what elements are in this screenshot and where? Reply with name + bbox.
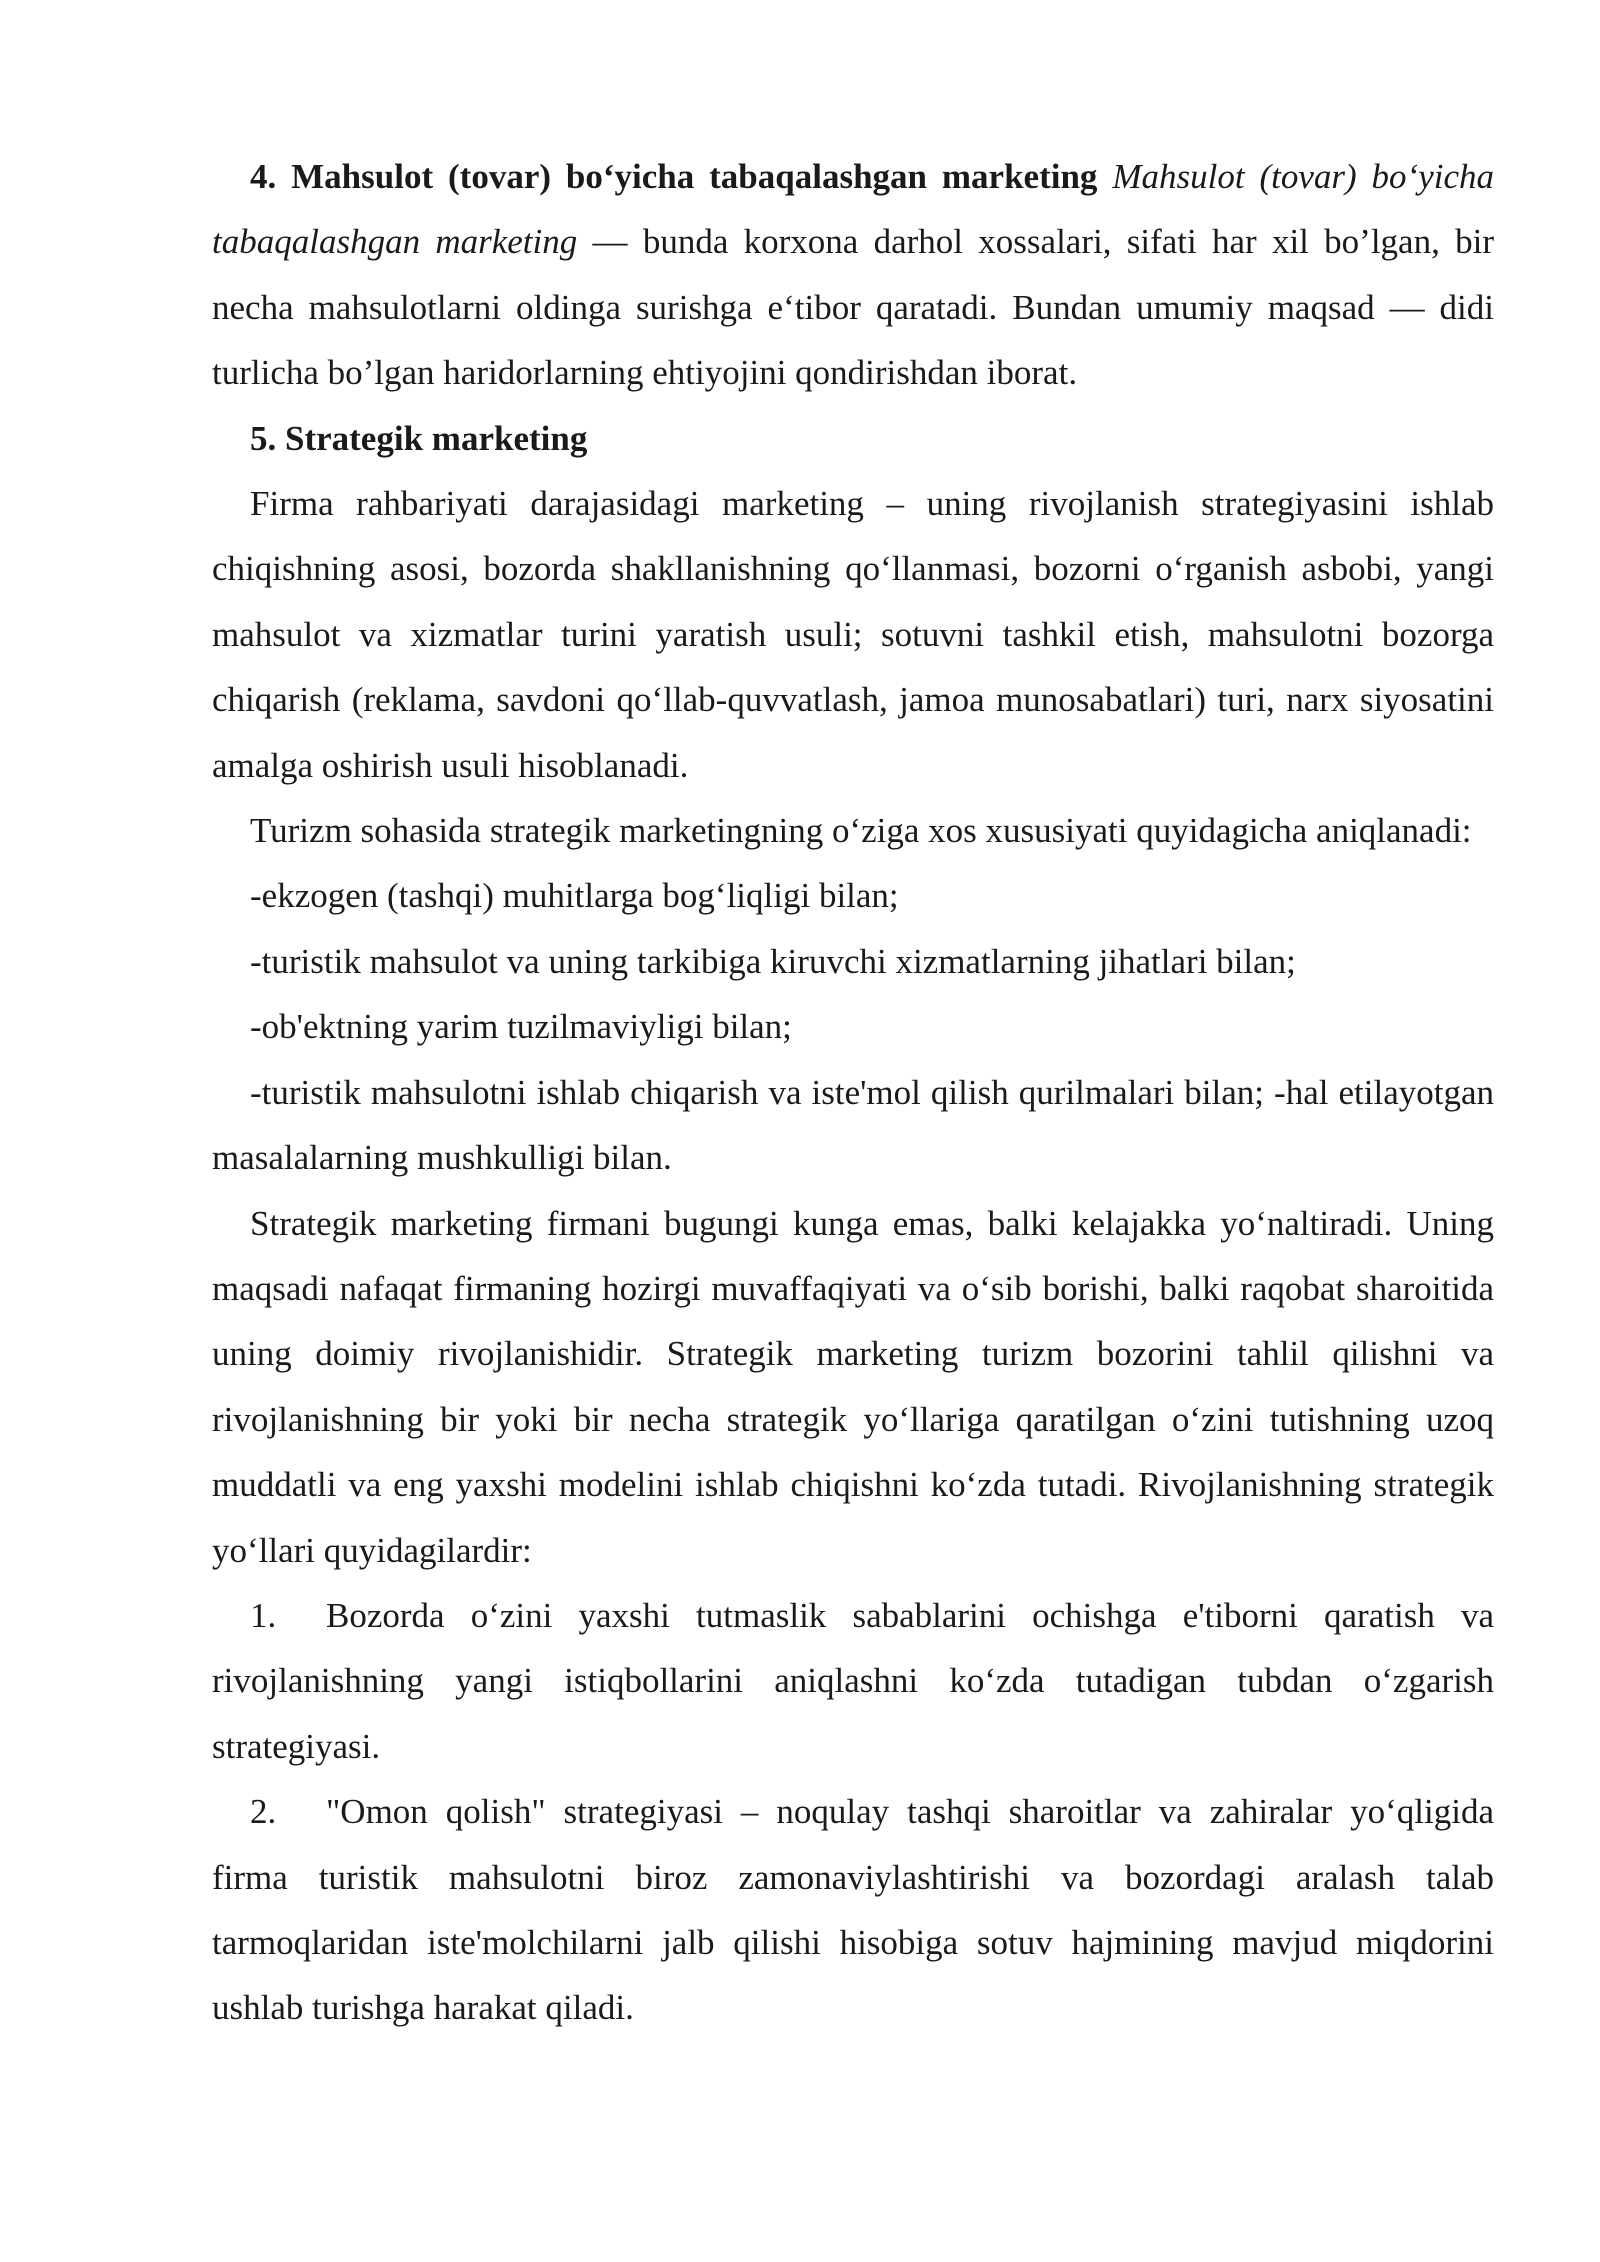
strategy-item [212, 1583, 1494, 1779]
strategy-number: 2. [250, 1792, 277, 1832]
paragraph-turizm: Turizm sohasida strategik marketingning o‘ziga xos xususiyati quyidagicha aniqlanadi: [250, 811, 1472, 851]
paragraph-strategik: Strategik marketing firmani bugungi kunga emas, balki kelajakka yo‘naltiradi. Uning maqsadi nafaqat firmaning hozirgi muvaffaqiyati va o‘sib borishi, balki raqobat sharoitida uning doimiy rivojlanishidir. Strategik marketing turizm bozorini tahlil qilishni va rivojlanishning bir yoki bir necha strategik yo‘llariga qaratilgan o‘zini tutishning uzoq muddatli va eng yaxshi modelini ishlab chiqishni ko‘zda tutadi. Rivojlanishning strategik yo‘llari quyidagilardir: [212, 1203, 1494, 1570]
paragraph-text: — bunda korxona darhol xossalari, sifati har xil bo’lgan, bir necha mahsulotlarni oldinga surishga e‘tibor qaratadi. Bundan umumiy maqsad — didi turlicha bo’lgan haridorlarning ehtiyojini qondirishdan iborat. [212, 222, 1495, 393]
term-italic: Mahsulot (tovar) bo‘yicha tabaqalashgan marketing [212, 157, 1494, 262]
strategy-item [212, 1779, 1494, 2041]
feature-item: -ekzogen (tashqi) muhitlarga bog‘liqligi bilan; [250, 876, 899, 916]
strategy-text: "Omon qolish" strategiyasi – noqulay tashqi sharoitlar va zahiralar yo‘qligida firma turistik mahsulotni biroz zamonaviylashtirishi va bozordagi aralash talab tarmoqlaridan iste'molchilarni jalb qilishi hisobiga sotuv hajmining mavjud miqdorini ushlab turishga harakat qiladi. [212, 1792, 1494, 2028]
feature-item: -turistik mahsulot va uning tarkibiga kiruvchi xizmatlarning jihatlari bilan; [250, 941, 1296, 981]
paragraph-firma: Firma rahbariyati darajasidagi marketing – uning rivojlanish strategiyasini ishlab chiqishning asosi, bozorda shakllanishning qo‘llanmasi, bozorni o‘rganish asbobi, yangi mahsulot va xizmatlar turini yaratish usuli; sotuvni tashkil etish, mahsulotni bozorga chiqarish (reklama, savdoni qo‘llab-quvvatlash, jamoa munosabatlari) turi, narx siyosatini amalga oshirish usuli hisoblanadi. [212, 484, 1494, 785]
strategy-text: Bozorda o‘zini yaxshi tutmaslik sabablarini ochishga e'tiborni qaratish va rivojlanishning yangi istiqbollarini aniqlashni ko‘zda tutadigan tubdan o‘zgarish strategiyasi. [212, 1595, 1494, 1766]
feature-item: -turistik mahsulotni ishlab chiqarish va iste'mol qilish qurilmalari bilan; -hal etilayotgan masalalarning mushkulligi bilan. [212, 1072, 1494, 1178]
feature-item: -ob'ektning yarim tuzilmaviyligi bilan; [250, 1007, 792, 1047]
document-body [212, 144, 1494, 2041]
section-heading-5-paragraph [212, 406, 1494, 471]
paragraph-product-marketing [212, 144, 1494, 406]
strategy-number: 1. [250, 1595, 277, 1635]
section-heading-4: 4. Mahsulot (tovar) bo‘yicha tabaqalashgan marketing [250, 157, 1098, 196]
section-heading-5: 5. Strategik marketing [250, 418, 588, 458]
